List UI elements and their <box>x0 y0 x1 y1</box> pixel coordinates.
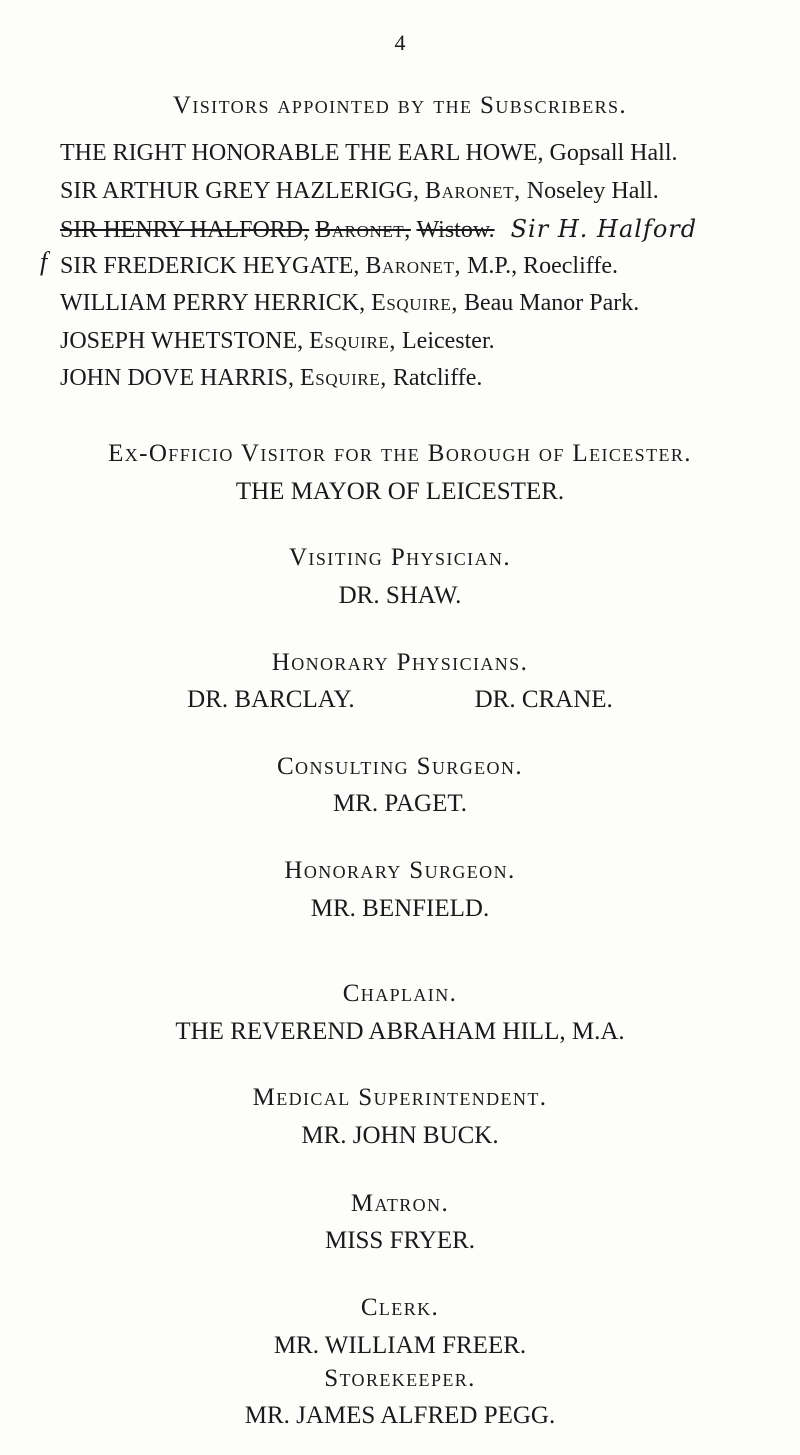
honorary-surgeon-value: MR. BENFIELD. <box>310 895 490 922</box>
consulting-surgeon-heading: Consulting Surgeon. <box>276 753 523 780</box>
visitor-title: Esquire, <box>371 290 458 316</box>
ex-officio-heading: Ex-Officio Visitor for the Borough of Leicester. <box>108 440 692 467</box>
visitor-line-3 <box>60 215 697 244</box>
visitor-place: M.P., Roecliffe. <box>467 253 618 279</box>
page-number: 4 <box>394 30 406 55</box>
visitor-line-7 <box>60 365 482 392</box>
visitor-title: Baronet, <box>365 253 462 279</box>
honorary-physicians-heading: Honorary Physicians. <box>271 649 529 676</box>
visitor-line-5 <box>60 290 639 317</box>
visitor-name: SIR FREDERICK HEYGATE, <box>60 253 360 279</box>
matron-heading: Matron. <box>350 1190 450 1217</box>
visiting-physician-value: DR. SHAW. <box>338 582 462 609</box>
medical-superintendent-heading: Medical Superintendent. <box>252 1084 548 1111</box>
honorary-physician-2: DR. CRANE. <box>474 686 613 713</box>
visitor-line-2 <box>60 178 659 205</box>
visitor-place: Ratcliffe. <box>392 365 483 391</box>
honorary-physician-1: DR. BARCLAY. <box>187 686 355 713</box>
ex-officio-value: THE MAYOR OF LEICESTER. <box>235 478 565 505</box>
clerk-heading: Clerk. <box>360 1294 440 1321</box>
visitor-place: Leicester. <box>402 328 495 354</box>
clerk-value: MR. WILLIAM FREER. <box>273 1332 527 1359</box>
visitor-name: SIR ARTHUR GREY HAZLERIGG, <box>60 178 420 204</box>
visitor-title: Esquire, <box>309 328 396 354</box>
visitors-heading: Visitors appointed by the Subscribers. <box>172 92 628 119</box>
consulting-surgeon-value: MR. PAGET. <box>332 790 468 817</box>
medical-superintendent-value: MR. JOHN BUCK. <box>301 1122 499 1149</box>
visitor-line-6 <box>60 328 495 355</box>
visiting-physician-heading: Visiting Physician. <box>288 544 512 571</box>
visitor-place: Noseley Hall. <box>526 178 659 204</box>
visitor-name: WILLIAM PERRY HERRICK, <box>60 290 366 316</box>
visitor-name: THE RIGHT HONORABLE THE EARL HOWE, <box>60 140 544 166</box>
visitor-title: Baronet, <box>425 178 521 204</box>
chaplain-heading: Chaplain. <box>342 980 458 1007</box>
visitor-name-struck: SIR HENRY HALFORD, <box>60 217 310 243</box>
storekeeper-heading: Storekeeper. <box>324 1365 476 1392</box>
margin-mark: f <box>40 247 48 276</box>
honorary-physicians-values <box>0 686 800 714</box>
visitor-place-struck: Wistow. <box>416 217 495 243</box>
storekeeper-value: MR. JAMES ALFRED PEGG. <box>244 1402 556 1429</box>
visitor-line-1 <box>60 140 678 167</box>
visitor-line-4 <box>60 253 618 280</box>
visitor-place: Beau Manor Park. <box>463 290 640 316</box>
visitor-place: Gopsall Hall. <box>549 140 678 166</box>
visitor-title-struck: Baronet, <box>315 217 411 243</box>
visitor-name: JOHN DOVE HARRIS, <box>60 365 295 391</box>
handwritten-annotation: Sir H. Halford <box>510 215 698 243</box>
honorary-surgeon-heading: Honorary Surgeon. <box>284 857 516 884</box>
visitor-title: Esquire, <box>300 365 387 391</box>
matron-value: MISS FRYER. <box>324 1227 476 1254</box>
visitor-name: JOSEPH WHETSTONE, <box>60 328 304 354</box>
chaplain-value: THE REVEREND ABRAHAM HILL, M.A. <box>175 1018 625 1045</box>
